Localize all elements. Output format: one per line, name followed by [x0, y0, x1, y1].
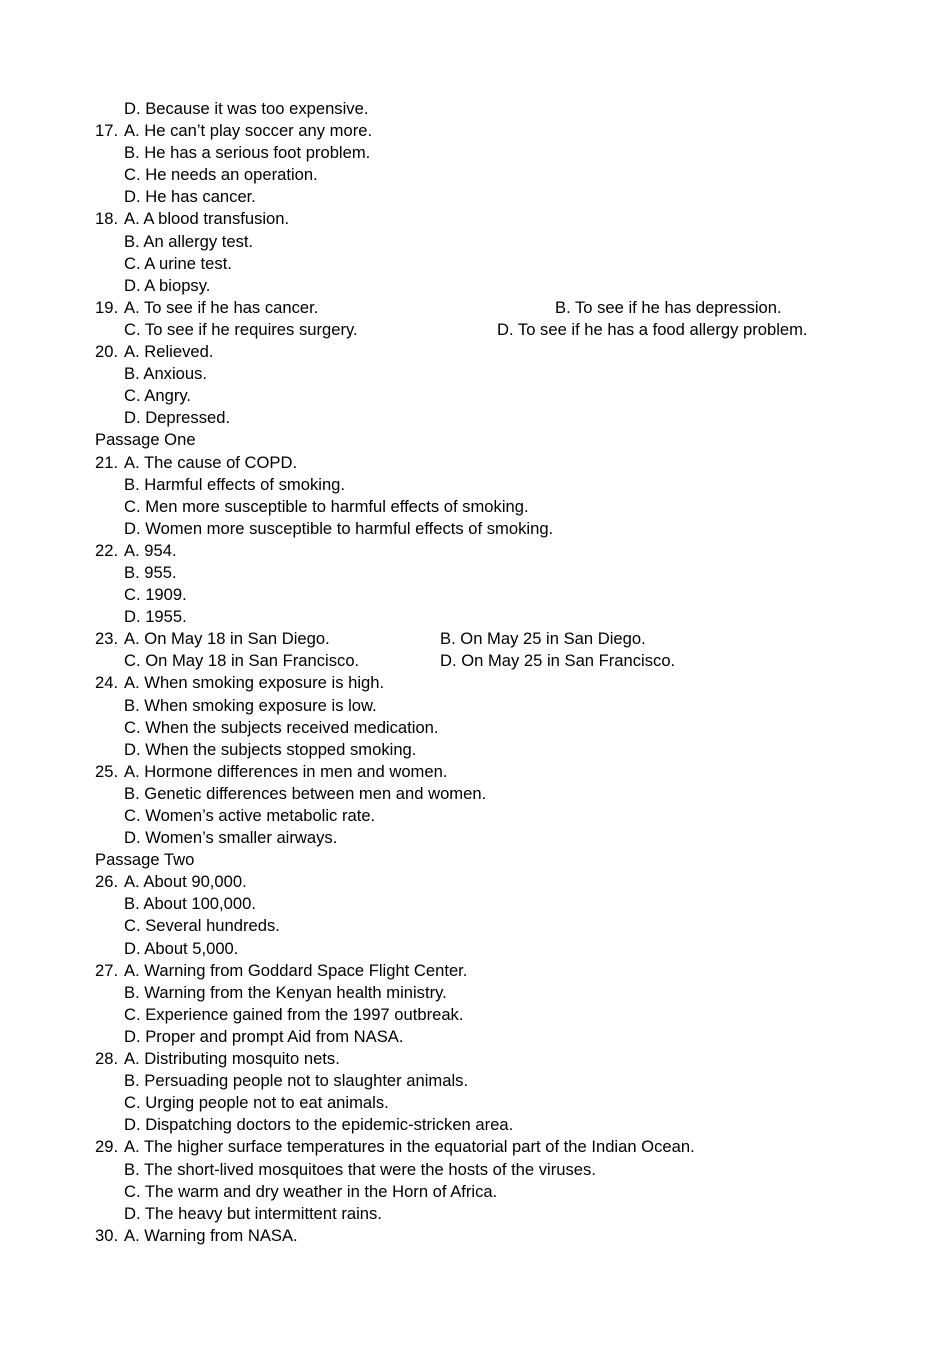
question-number: 23.	[95, 629, 119, 649]
option-line	[0, 783, 950, 805]
question-line	[0, 672, 950, 694]
option-text: A. Distributing mosquito nets.	[124, 1049, 340, 1069]
option-line	[0, 319, 950, 341]
section-heading	[0, 429, 950, 451]
option-text: C. Angry.	[124, 386, 192, 406]
option-text: C. Women’s active metabolic rate.	[124, 806, 376, 825]
option-text: D. A biopsy.	[124, 275, 211, 295]
question-number: 22.	[95, 540, 119, 560]
option-text: D. Women’s smaller airways.	[124, 828, 338, 848]
question-line	[0, 208, 950, 230]
option-text: D. When the subjects stopped smoking.	[124, 739, 417, 759]
question-line	[0, 960, 950, 982]
option-text: C. Several hundreds.	[124, 916, 280, 936]
option-line	[0, 142, 950, 164]
option-text: C. He needs an operation.	[124, 165, 318, 185]
option-line	[0, 253, 950, 275]
option-text: C. 1909.	[124, 585, 187, 605]
option-text: B. The short-lived mosquitoes that were the hosts of the viruses.	[124, 1159, 596, 1179]
option-text: B. Warning from the Kenyan health ministry.	[124, 982, 447, 1002]
option-line	[0, 186, 950, 208]
option-text: A. He can’t play soccer any more.	[124, 121, 373, 141]
option-line	[0, 1092, 950, 1114]
question-line	[0, 1136, 950, 1158]
option-text: C. Men more susceptible to harmful effects of smoking.	[124, 496, 529, 516]
option-line	[0, 562, 950, 584]
option-text: B. Harmful effects of smoking.	[124, 474, 346, 494]
option-text: D. He has cancer.	[124, 187, 256, 207]
option-line	[0, 827, 950, 849]
option-text: A. To see if he has cancer.	[124, 297, 319, 317]
question-line	[0, 1048, 950, 1070]
option-text: B. He has a serious foot problem.	[124, 143, 371, 163]
passage-title: Passage Two	[95, 850, 195, 870]
option-line	[0, 231, 950, 253]
option-line	[0, 606, 950, 628]
question-line	[0, 871, 950, 893]
question-number: 27.	[95, 960, 119, 980]
option-line	[0, 1114, 950, 1136]
option-line	[0, 938, 950, 960]
option-line	[0, 1004, 950, 1026]
option-line	[0, 164, 950, 186]
option-text: B. An allergy test.	[124, 231, 254, 251]
option-line	[0, 496, 950, 518]
option-text: C. The warm and dry weather in the Horn of Africa.	[124, 1181, 498, 1201]
option-line	[0, 805, 950, 827]
option-text: A. The higher surface temperatures in the equatorial part of the Indian Ocean.	[124, 1137, 695, 1157]
option-text: A. A blood transfusion.	[124, 209, 290, 229]
option-text: D. Because it was too expensive.	[124, 99, 369, 118]
option-line	[0, 407, 950, 429]
question-line	[0, 120, 950, 142]
option-line	[0, 275, 950, 297]
question-line	[0, 341, 950, 363]
option-text: A. On May 18 in San Diego.	[124, 629, 330, 649]
option-text: A. About 90,000.	[124, 872, 247, 892]
question-number: 26.	[95, 872, 119, 892]
option-line	[0, 98, 950, 120]
option-text: A. Relieved.	[124, 342, 214, 362]
option-text: A. 954.	[124, 540, 177, 560]
question-number: 20.	[95, 342, 119, 362]
option-text: C. When the subjects received medication.	[124, 717, 439, 737]
option-line	[0, 695, 950, 717]
option-text: D. The heavy but intermittent rains.	[124, 1203, 382, 1223]
option-line	[0, 650, 950, 672]
option-line	[0, 915, 950, 937]
question-number: 29.	[95, 1137, 119, 1157]
option-text: D. 1955.	[124, 607, 187, 627]
option-text: D. About 5,000.	[124, 938, 239, 958]
question-number: 21.	[95, 452, 119, 472]
option-text: A. Warning from Goddard Space Flight Center.	[124, 960, 468, 980]
option-line	[0, 739, 950, 761]
question-number: 30.	[95, 1225, 119, 1245]
question-number: 17.	[95, 121, 119, 141]
option-text: C. Urging people not to eat animals.	[124, 1093, 389, 1113]
option-text: A. When smoking exposure is high.	[124, 673, 385, 693]
option-line	[0, 717, 950, 739]
question-line	[0, 761, 950, 783]
option-text: B. About 100,000.	[124, 894, 256, 914]
option-text-column-2: D. To see if he has a food allergy problem.	[497, 319, 808, 339]
option-text: B. Genetic differences between men and women.	[124, 783, 487, 803]
question-line	[0, 540, 950, 562]
question-number: 25.	[95, 761, 119, 781]
option-text: C. To see if he requires surgery.	[124, 319, 358, 339]
option-text: A. Hormone differences in men and women.	[124, 761, 448, 781]
document-page	[0, 98, 950, 1247]
option-line	[0, 1203, 950, 1225]
option-line	[0, 1159, 950, 1181]
option-line	[0, 982, 950, 1004]
question-number: 28.	[95, 1049, 119, 1069]
option-text: C. Experience gained from the 1997 outbreak.	[124, 1004, 464, 1024]
option-line	[0, 584, 950, 606]
option-text: C. A urine test.	[124, 253, 232, 273]
question-number: 24.	[95, 673, 119, 693]
question-number: 18.	[95, 209, 119, 229]
option-text: C. On May 18 in San Francisco.	[124, 651, 360, 671]
option-line	[0, 385, 950, 407]
option-line	[0, 363, 950, 385]
question-number: 19.	[95, 297, 119, 317]
option-text: B. When smoking exposure is low.	[124, 695, 377, 715]
option-text: B. Anxious.	[124, 364, 208, 384]
option-text-column-2: B. To see if he has depression.	[555, 297, 782, 317]
option-line	[0, 1181, 950, 1203]
passage-title: Passage One	[95, 430, 196, 450]
option-line	[0, 893, 950, 915]
option-text: D. Proper and prompt Aid from NASA.	[124, 1026, 404, 1046]
option-text: D. Dispatching doctors to the epidemic-stricken area.	[124, 1115, 514, 1135]
section-heading	[0, 849, 950, 871]
option-text: A. Warning from NASA.	[124, 1225, 298, 1245]
option-line	[0, 1070, 950, 1092]
option-line	[0, 518, 950, 540]
option-line	[0, 1026, 950, 1048]
option-text: B. 955.	[124, 562, 177, 582]
option-text: B. Persuading people not to slaughter animals.	[124, 1071, 469, 1091]
question-line	[0, 1225, 950, 1247]
option-text: D. Depressed.	[124, 408, 231, 428]
question-line	[0, 452, 950, 474]
option-text: D. Women more susceptible to harmful effects of smoking.	[124, 518, 554, 538]
option-line	[0, 474, 950, 496]
option-text: A. The cause of COPD.	[124, 452, 298, 472]
option-text-column-2: B. On May 25 in San Diego.	[440, 629, 646, 649]
question-line	[0, 628, 950, 650]
question-line	[0, 297, 950, 319]
option-text-column-2: D. On May 25 in San Francisco.	[440, 651, 676, 671]
